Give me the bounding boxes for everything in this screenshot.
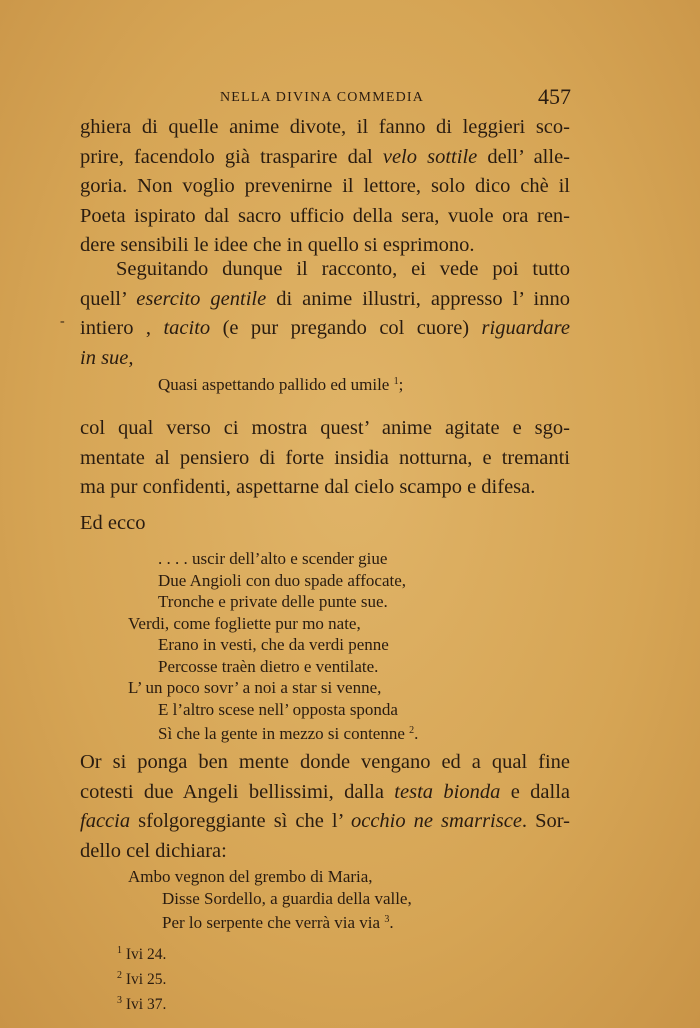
verse-line: Ambo vegnon del grembo di Maria, (128, 867, 373, 886)
verse-line: Sì che la gente in mezzo si contenne $^2$. (158, 724, 419, 743)
text-line: faccia sfolgoreggiante sì che l’ occhio ne smarrisce. Sor- (80, 810, 570, 832)
page-number: 457 (538, 84, 571, 109)
text-line: in sue, (80, 346, 134, 369)
verse-quote-1: Quasi aspettando pallido ed umile $^1$; (158, 375, 404, 394)
running-head (80, 84, 575, 110)
footnote-ref: 2 (409, 725, 415, 736)
verse-line: Disse Sordello, a guardia della valle, (162, 888, 412, 908)
italic-phrase: testa bionda (394, 780, 501, 803)
footnote: $^2$ Ivi 25. (117, 970, 167, 988)
running-title: NELLA DIVINA COMMEDIA (220, 90, 425, 105)
italic-phrase: esercito gentile (136, 287, 267, 310)
text-line: prire, facendolo già trasparire dal velo sottile dell’ alle- (80, 145, 570, 168)
paragraph-2 (80, 255, 570, 373)
italic-phrase: velo sottile (382, 145, 478, 168)
text-line: col qual verso ci mostra quest’ anime agitate e sgo- (80, 417, 570, 439)
footnote-ref: 3 (384, 914, 390, 925)
text-line: ma pur confidenti, aspettarne dal cielo scampo e difesa. (80, 476, 536, 498)
text-line: intiero , tacito (e pur pregando col cuore) riguardare (80, 317, 570, 339)
italic-phrase: faccia (80, 810, 131, 832)
verse-line: Due Angioli con duo spade affocate, (158, 570, 407, 590)
footnote: $^3$ Ivi 37. (117, 995, 167, 1013)
text-line: mentate al pensiero di forte insidia notturna, e tremanti (80, 446, 570, 469)
text-line: Seguitando dunque il racconto, ei vede poi tutto (116, 258, 570, 280)
italic-phrase: occhio ne smarrisce (350, 810, 522, 832)
paragraph-3 (80, 414, 570, 503)
text-line: Poeta ispirato dal sacro ufficio della sera, vuole ora ren- (80, 204, 570, 227)
italic-phrase: riguardare (481, 317, 570, 339)
text-line: quell’ esercito gentile di anime illustri, appresso l’ inno (80, 287, 571, 310)
verse-quote-2 (128, 548, 418, 745)
margin-mark: - (60, 314, 65, 329)
verse-line: Tronche e private delle punte sue. (158, 592, 388, 611)
paragraph-1 (80, 113, 570, 261)
verse-line: Verdi, come fogliette pur mo nate, (128, 613, 361, 633)
text-line: cotesti due Angeli bellissimi, dalla testa bionda e dalla (80, 780, 570, 803)
paragraph-4 (80, 748, 570, 866)
verse-line: Per lo serpente che verrà via via $^3$. (162, 913, 394, 932)
verse-quote-3 (128, 866, 412, 934)
text-line: Or si ponga ben mente donde vengano ed a qual fine (80, 751, 570, 773)
text-line: goria. Non voglio prevenirne il lettore, solo dico chè il (80, 175, 570, 197)
footnotes (117, 940, 166, 1015)
verse-line: E l’altro scese nell’ opposta sponda (158, 699, 398, 719)
verse-line: L’ un poco sovr’ a noi a star si venne, (128, 678, 382, 697)
text-line: dello cel dichiara: (80, 839, 227, 862)
text-line: dere sensibili le idee che in quello si esprimono. (80, 234, 475, 256)
verse-line: Erano in vesti, che da verdi penne (158, 635, 389, 654)
verse-line: . . . . uscir dell’alto e scender giue (158, 549, 388, 568)
verse-line: Percosse traèn dietro e ventilate. (158, 656, 379, 676)
ed-ecco-line: Ed ecco (80, 512, 146, 534)
italic-phrase: tacito (163, 317, 211, 339)
footnote-ref: 1 (393, 376, 399, 387)
text-line: ghiera di quelle anime divote, il fanno di leggieri sco- (80, 116, 570, 138)
footnote: $^1$ Ivi 24. (117, 945, 167, 963)
